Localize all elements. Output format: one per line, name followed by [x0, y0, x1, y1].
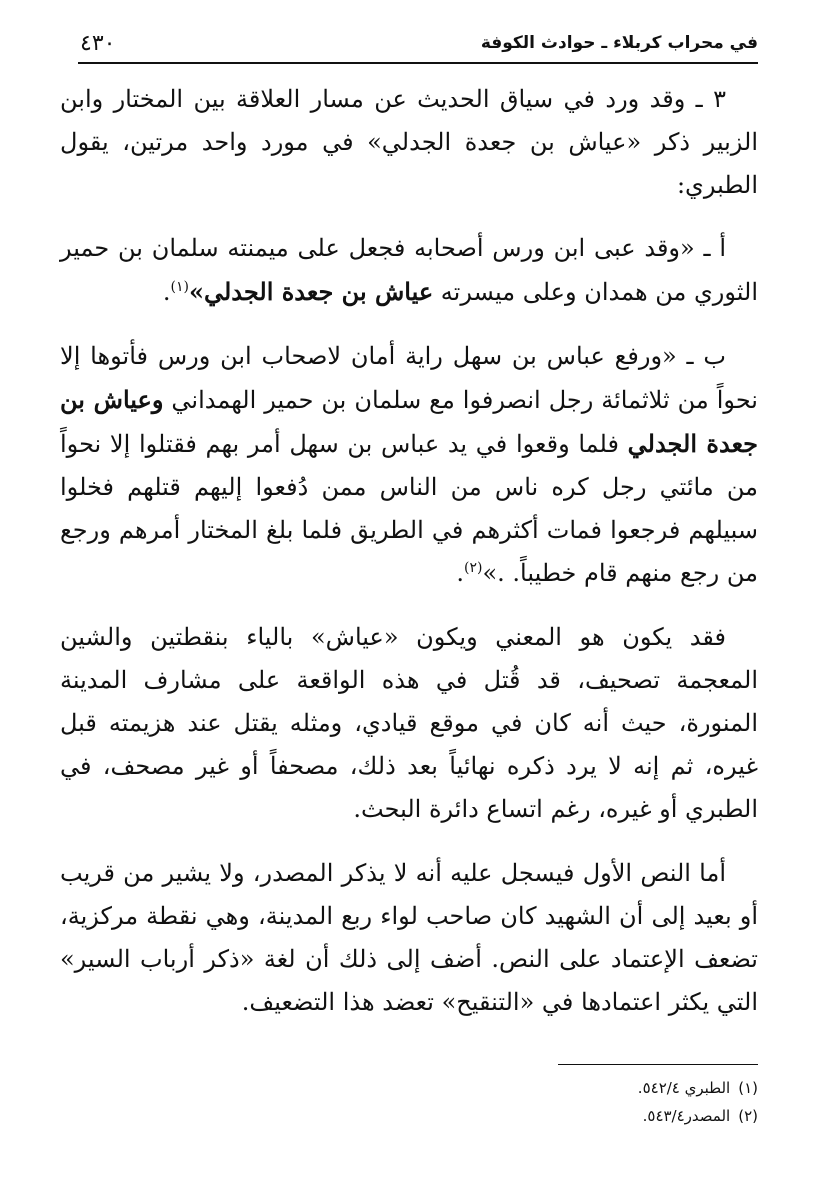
footnote-1-text: الطبري ٥٤٢/٤.	[637, 1079, 731, 1097]
footnote-1-number: (١)	[738, 1079, 758, 1097]
paragraph-3-end: .	[456, 559, 465, 587]
paragraph-3-text: ب ـ «ورفع عباس بن سهل راية أمان لاصحاب ابن ورس فأتوها إلا نحواً من ثلاثمائة رجل انصرفوا مع سلمان بن حمير الهمداني	[60, 342, 758, 414]
footnote-separator	[558, 1064, 758, 1065]
paragraph-3	[60, 335, 758, 595]
paragraph-2-text: أ ـ «وقد عبى ابن ورس أصحابه فجعل على ميمنته سلمان بن حمير الثوري من همدان وعلى ميسرته	[60, 234, 758, 306]
paragraph-2-closing-quote: »	[188, 277, 204, 306]
paragraph-4: فقد يكون هو المعني ويكون «عياش» بالياء بنقطتين والشين المعجمة تصحيف، قد قُتل في هذه الواقعة على مشارف المدينة المنورة، حيث أنه كان في موقع قيادي، ومثله يقتل عند هزيمته قبل غيره، ثم إنه لا يرد ذكره نهائياً بعد ذلك، مصحفاً أو غير مصحف، في الطبري أو غيره، رغم اتساع دائرة البحث.	[60, 623, 758, 823]
footnote-ref-2[interactable]: (٢)	[464, 560, 483, 576]
running-title: في محراب كربلاء ـ حوادث الكوفة	[480, 33, 758, 53]
body-text	[60, 78, 758, 1045]
paragraph-2-bold-name: عياش بن جعدة الجدلي	[203, 277, 434, 306]
footnotes	[60, 1074, 758, 1130]
paragraph-1: ٣ ـ وقد ورد في سياق الحديث عن مسار العلاقة بين المختار وابن الزبير ذكر «عياش بن جعدة الجدلي» في مورد واحد مرتين، يقول الطبري:	[60, 85, 758, 199]
paragraph-2-end: .	[162, 278, 171, 306]
paragraph-3-text-continued: فلما وقعوا في يد عباس بن سهل أمر بهم فقتلوا إلا نحواً من مائتي رجل كره ناس من الناس ممن دُفعوا إليهم قتلهم فخلوا سبيلهم فرجعوا فمات أكثرهم في الطريق فلما بلغ المختار أمرهم ورجع من رجع منهم قام خطيباً. .»	[60, 430, 758, 587]
footnote-2-text: المصدر٥٤٣/٤.	[642, 1107, 731, 1125]
paragraph-5: أما النص الأول فيسجل عليه أنه لا يذكر المصدر، ولا يشير من قريب أو بعيد إلى أن الشهيد كان صاحب لواء ربع المدينة، وهي نقطة مركزية، تضعف الإعتماد على النص. أضف إلى ذلك أن لغة «ذكر أرباب السير» التي يكثر اعتمادها في «التنقيح» تعضد هذا التضعيف.	[60, 859, 758, 1016]
paragraph-2	[60, 227, 758, 314]
paragraph-3-bold-name: وعياش بن جعدة الجدلي	[60, 385, 759, 458]
footnote-2-number: (٢)	[738, 1107, 758, 1125]
page-header	[78, 26, 758, 60]
footnote-ref-1[interactable]: (١)	[170, 279, 189, 295]
page-number: ٤٣٠	[80, 30, 116, 56]
footnote-2	[60, 1102, 758, 1130]
header-rule	[78, 62, 758, 64]
footnote-1	[60, 1074, 758, 1102]
